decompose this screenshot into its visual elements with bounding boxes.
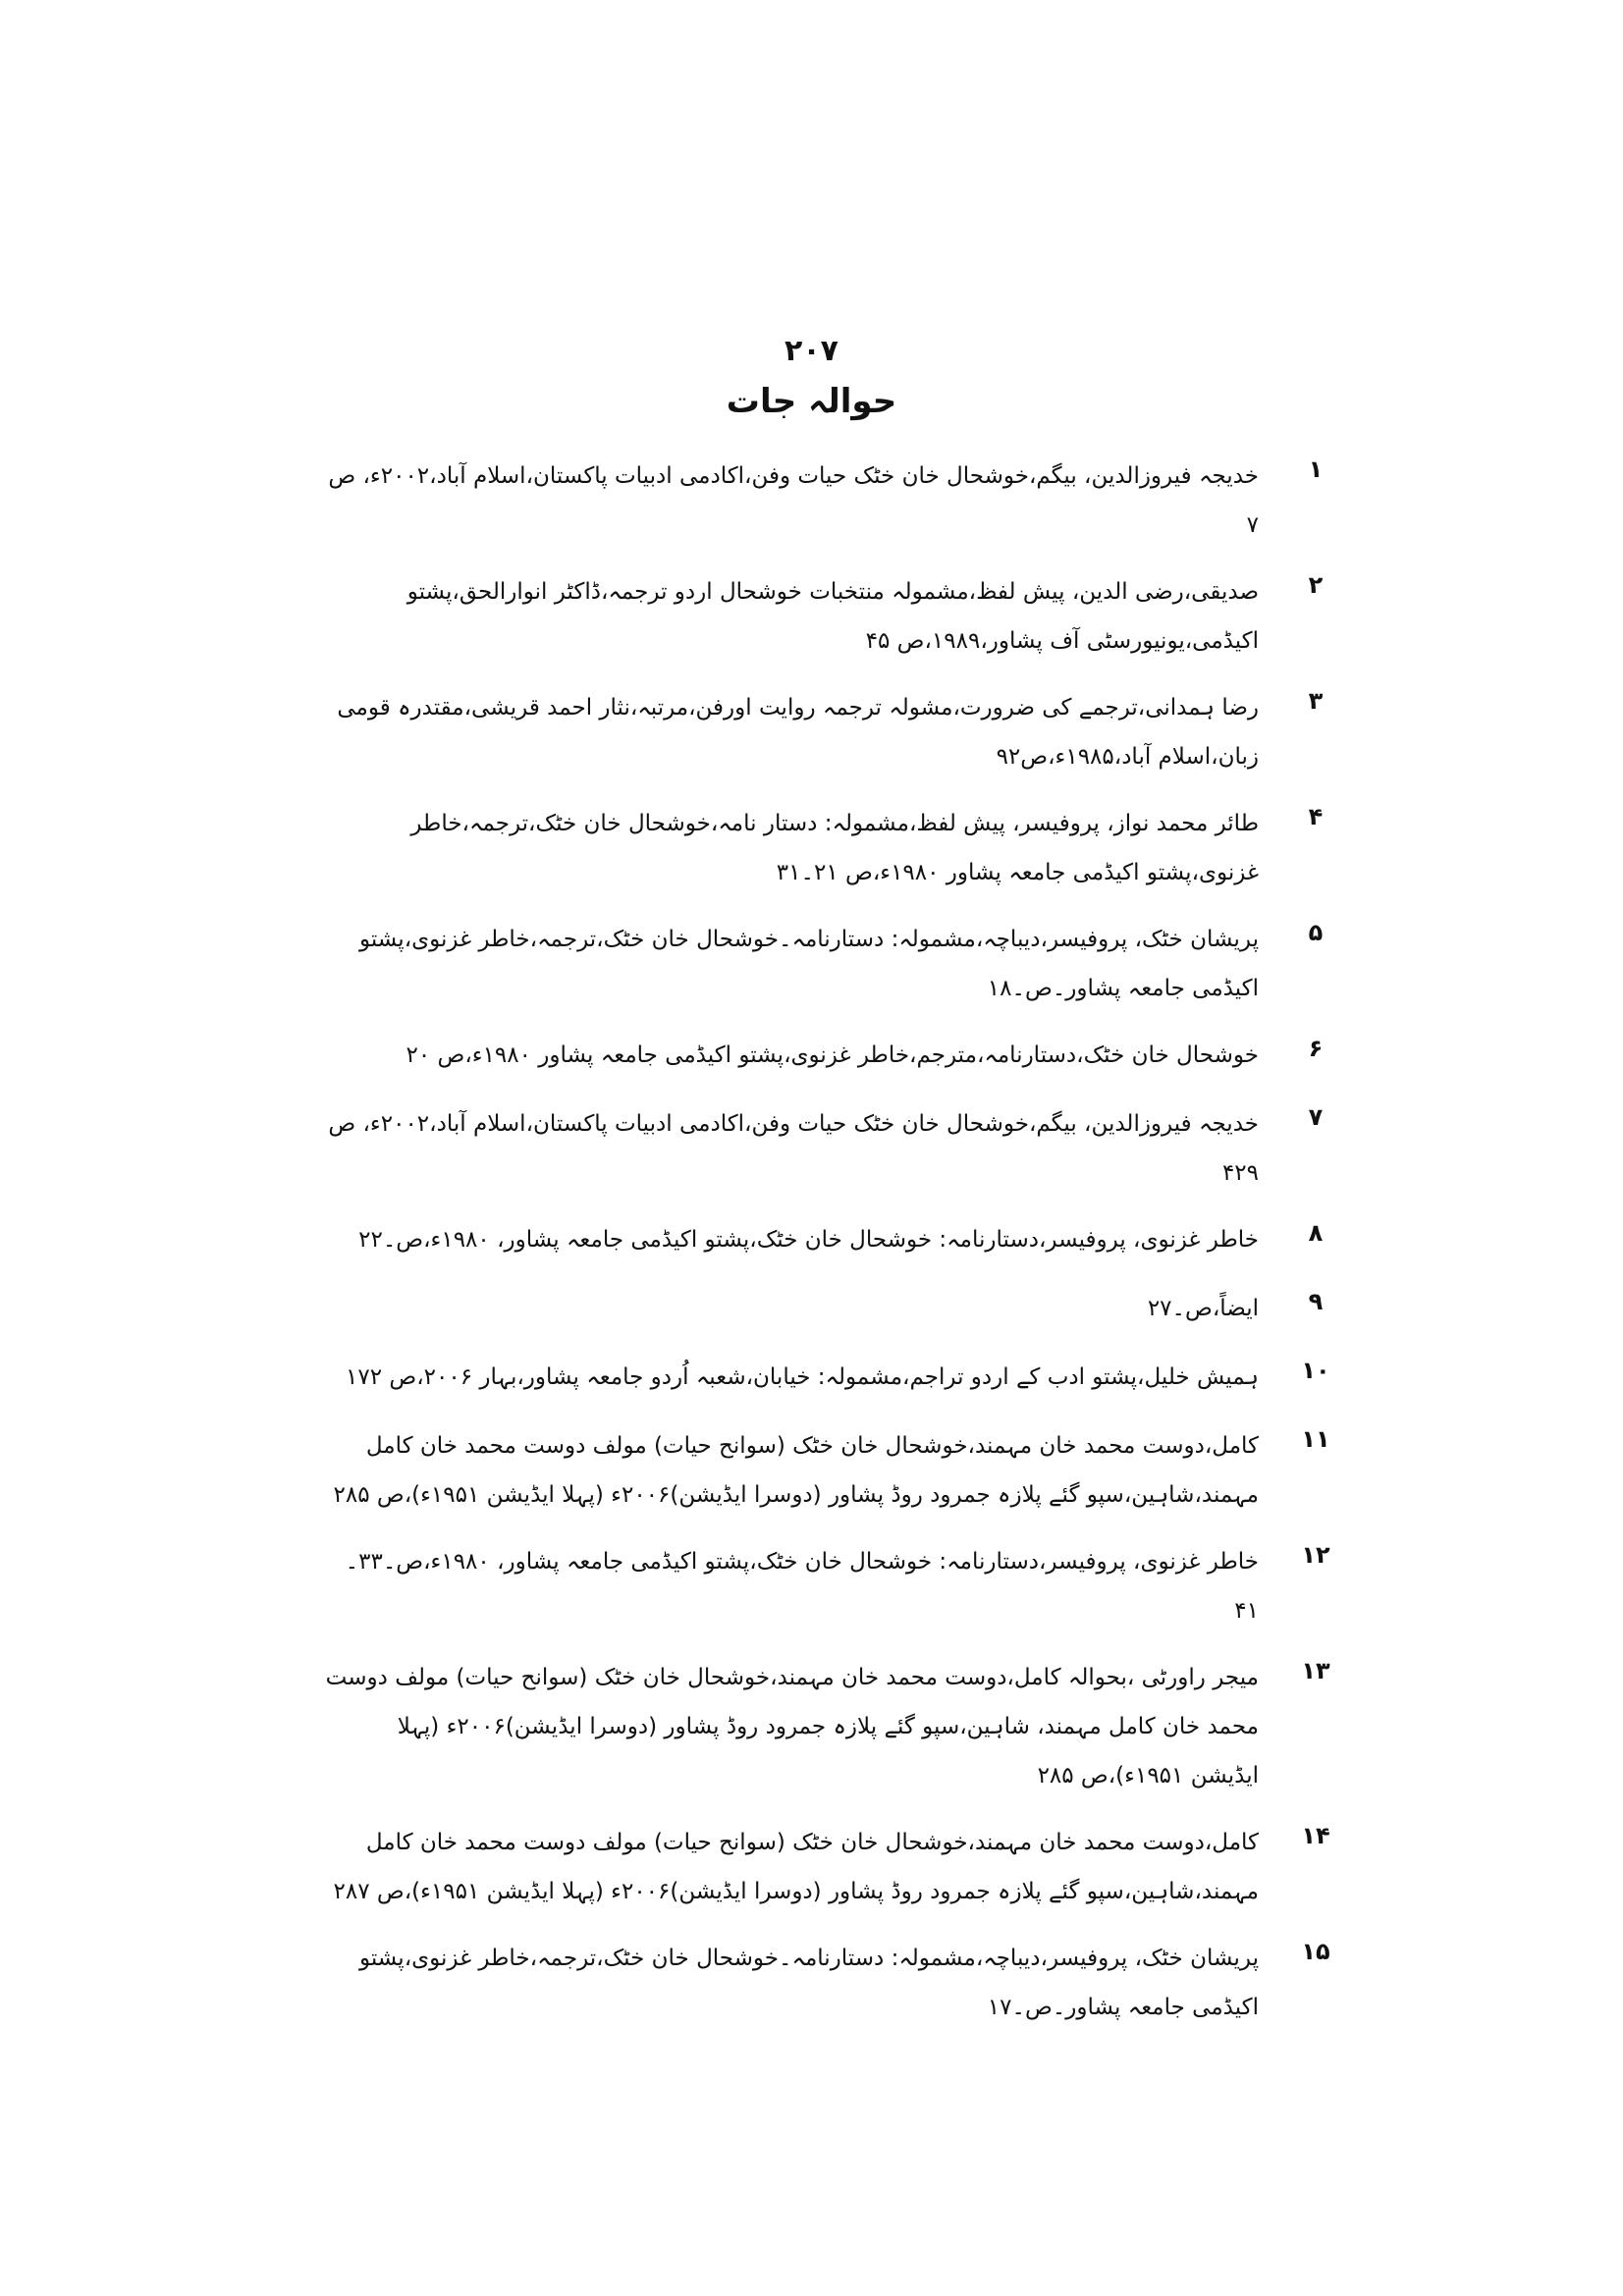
reference-number: ۹ — [1308, 1288, 1324, 1315]
reference-text: خاطر غزنوی، پروفیسر،دستارنامہ: خوشحال خان خٹک،پشتو اکیڈمی جامعہ پشاور، ۱۹۸۰ء،ص۔۲۲ — [358, 1227, 1259, 1253]
reference-text: کامل،دوست محمد خان مہمند،خوشحال خان خٹک (سوانح حیات) مولف دوست محمد خان کامل مہمند،شاہین،سپو گئے پلازہ جمرود روڈ پشاور (دوسرا ایڈیشن)۲۰۰۶ء (پہلا ایڈیشن ۱۹۵۱ء)،ص ۲۸۵ — [333, 1433, 1259, 1508]
reference-text: پریشان خٹک، پروفیسر،دیباچہ،مشمولہ: دستارنامہ۔خوشحال خان خٹک،ترجمہ،خاطر غزنوی،پشتو اکیڈمی جامعہ پشاور۔ص۔۱۸ — [358, 927, 1259, 1001]
reference-item — [324, 1934, 1335, 2032]
reference-text: صدیقی،رضی الدین، پیش لفظ،مشمولہ منتخبات خوشحال اردو ترجمہ،ڈاکٹر انوارالحق،پشتو اکیڈمی،یونیورسٹی آف پشاور،۱۹۸۹،ص ۴۵ — [406, 579, 1259, 654]
references-list — [324, 452, 1335, 2050]
reference-text: کامل،دوست محمد خان مہمند،خوشحال خان خٹک (سوانح حیات) مولف دوست محمد خان کامل مہمند،شاہین،سپو گئے پلازہ جمرود روڈ پشاور (دوسرا ایڈیشن)۲۰۰۶ء (پہلا ایڈیشن ۱۹۵۱ء)،ص ۲۸۷ — [333, 1830, 1259, 1904]
reference-number: ۶ — [1308, 1035, 1324, 1062]
reference-item — [324, 1031, 1335, 1082]
reference-item — [324, 799, 1335, 897]
reference-number: ۴ — [1308, 803, 1324, 830]
reference-text: خدیجہ فیروزالدین، بیگم،خوشحال خان خٹک حیات وفن،اکادمی ادبیات پاکستان،اسلام آباد،۲۰۰۲ء، ص ۷ — [328, 463, 1259, 538]
page-number: ۲۰۷ — [784, 334, 839, 368]
reference-text: خدیجہ فیروزالدین، بیگم،خوشحال خان خٹک حیات وفن،اکادمی ادبیات پاکستان،اسلام آباد،۲۰۰۲ء، ص ۴۲۹ — [328, 1111, 1259, 1186]
reference-text: رضا ہمدانی،ترجمے کی ضرورت،مشولہ ترجمہ روایت اورفن،مرتبہ،نثار احمد قریشی،مقتدرہ قومی زبان،اسلام آباد،۱۹۸۵ء،ص۹۲ — [337, 695, 1259, 770]
reference-text: پریشان خٹک، پروفیسر،دیباچہ،مشمولہ: دستارنامہ۔خوشحال خان خٹک،ترجمہ،خاطر غزنوی،پشتو اکیڈمی جامعہ پشاور۔ص۔۱۷ — [358, 1946, 1259, 2020]
reference-item — [324, 1421, 1335, 1520]
reference-number: ۱۱ — [1301, 1425, 1330, 1453]
reference-item — [324, 1818, 1335, 1916]
reference-item — [324, 452, 1335, 550]
reference-number: ۷ — [1308, 1103, 1324, 1131]
reference-item — [324, 683, 1335, 781]
reference-number: ۱۴ — [1301, 1822, 1330, 1849]
reference-number: ۳ — [1308, 687, 1324, 715]
reference-number: ۱۳ — [1301, 1657, 1330, 1684]
reference-text: خوشحال خان خٹک،دستارنامہ،مترجم،خاطر غزنوی،پشتو اکیڈمی جامعہ پشاور ۱۹۸۰ء،ص ۲۰ — [406, 1042, 1259, 1068]
reference-text: میجر راورٹی ،بحوالہ کامل،دوست محمد خان مہمند،خوشحال خان خٹک (سوانح حیات) مولف دوست محمد خان کامل مہمند، شاہین،سپو گئے پلازہ جمرود روڈ پشاور (دوسرا ایڈیشن)۲۰۰۶ء (پہلا ایڈیشن ۱۹۵۱ء)،ص ۲۸۵ — [325, 1665, 1259, 1789]
reference-number: ۱۲ — [1301, 1541, 1330, 1569]
reference-item — [324, 1653, 1335, 1800]
reference-text: طائر محمد نواز، پروفیسر، پیش لفظ،مشمولہ: دستار نامہ،خوشحال خان خٹک،ترجمہ،خاطر غزنوی،پشتو اکیڈمی جامعہ پشاور ۱۹۸۰ء،ص ۲۱۔۳۱ — [410, 811, 1259, 885]
reference-item — [324, 1284, 1335, 1335]
reference-number: ۵ — [1308, 919, 1324, 946]
page-title: حوالہ جات — [726, 382, 897, 421]
reference-item — [324, 1353, 1335, 1404]
reference-text: ہمیش خلیل،پشتو ادب کے اردو تراجم،مشمولہ: خیابان،شعبہ اُردو جامعہ پشاور،بہار ۲۰۰۶،ص ۱۷۲ — [346, 1364, 1259, 1390]
reference-text: خاطر غزنوی، پروفیسر،دستارنامہ: خوشحال خان خٹک،پشتو اکیڈمی جامعہ پشاور، ۱۹۸۰ء،ص۔۳۳۔۴۱ — [345, 1549, 1259, 1624]
reference-item — [324, 1215, 1335, 1266]
reference-item — [324, 1099, 1335, 1198]
reference-item — [324, 567, 1335, 666]
reference-item — [324, 915, 1335, 1013]
reference-number: ۱ — [1308, 455, 1324, 483]
reference-number: ۱۵ — [1301, 1938, 1330, 1965]
reference-number: ۲ — [1308, 571, 1324, 599]
reference-text: ایضاً،ص۔۲۷ — [1147, 1296, 1259, 1321]
reference-number: ۱۰ — [1301, 1357, 1330, 1384]
reference-number: ۸ — [1308, 1219, 1324, 1247]
reference-item — [324, 1537, 1335, 1635]
